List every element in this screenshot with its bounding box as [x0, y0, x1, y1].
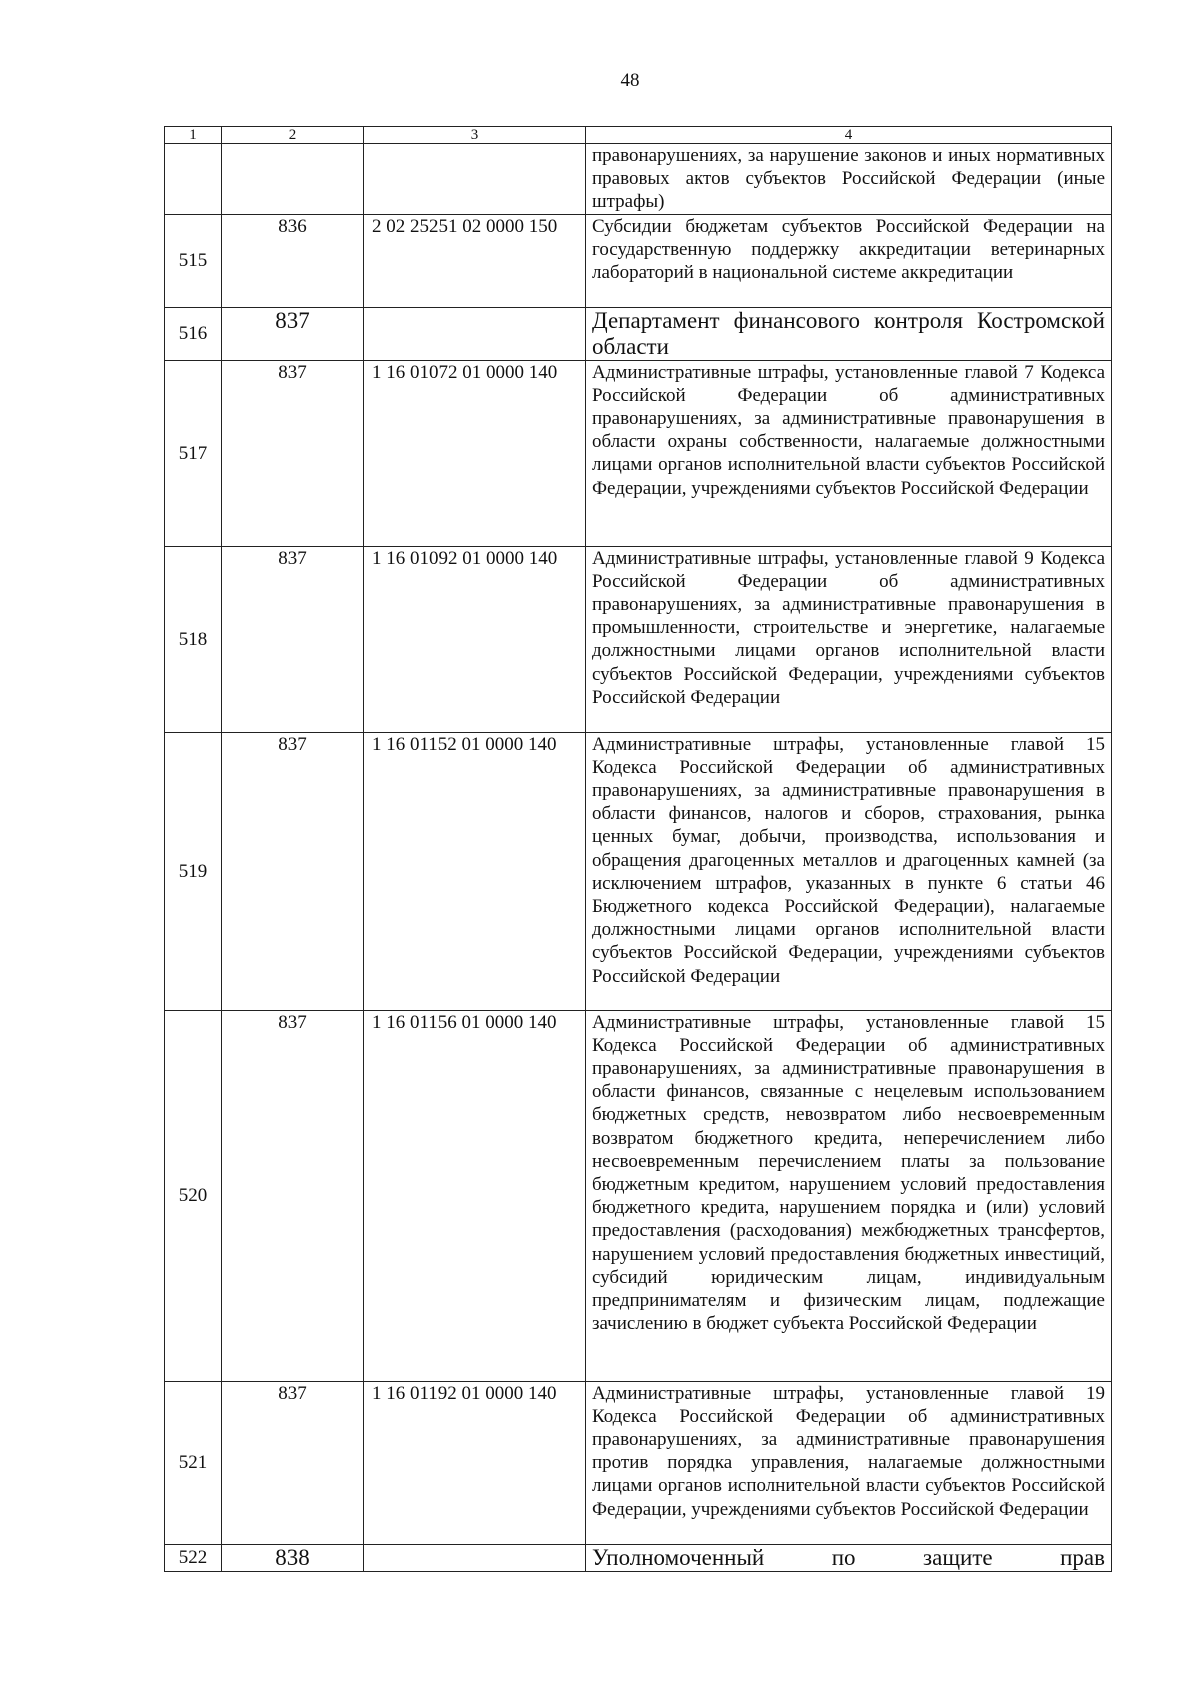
row-name	[586, 214, 1112, 307]
page-number: 48	[620, 70, 640, 91]
row-name-text: Административные штрафы, установленные главой 15 Кодекса Российской Федерации об административных правонарушениях, за административные правонарушения в области финансов, связанные с нецелевым использованием бюджетных средств, невозвратом либо несвоевременным возвратом бюджетного кредита, неперечислением либо несвоевременным перечислением платы за пользование бюджетным кредитом, нарушением условий предоставления бюджетного кредита, нарушением порядка и (или) условий предоставления (расходования) межбюджетных трансфертов, нарушением условий предоставления бюджетных инвестиций, субсидий юридическим лицам, индивидуальным предпринимателям и физическим лицам, подлежащие зачислению в бюджет субъекта Российской Федерации	[592, 1011, 1105, 1335]
row-number: 516	[165, 307, 222, 360]
row-name	[586, 1544, 1112, 1571]
row-number	[165, 144, 222, 215]
row-admin-code: 837	[222, 546, 364, 732]
row-number: 517	[165, 360, 222, 546]
row-name-text: Субсидии бюджетам субъектов Российской Федерации на государственную поддержку аккредитации ветеринарных лабораторий в национальной системе аккредитации	[592, 215, 1105, 284]
header-col-2: 2	[222, 127, 364, 144]
row-budget-code: 1 16 01072 01 0000 140	[364, 360, 586, 546]
row-admin-code	[222, 144, 364, 215]
table-row	[165, 732, 1112, 1010]
row-admin-code: 837	[222, 732, 364, 1010]
row-name-text: Административные штрафы, установленные главой 15 Кодекса Российской Федерации об административных правонарушениях, за административные правонарушения в области финансов, налогов и сборов, страхования, рынка ценных бумаг, добычи, производства, использования и обращения драгоценных металлов и драгоценных камней (за исключением штрафов, указанных в пункте 6 статьи 46 Бюджетного кодекса Российской Федерации), налагаемые должностными лицами органов исполнительной власти субъектов Российской Федерации, учреждениями субъектов Российской Федерации	[592, 733, 1105, 987]
row-budget-code: 1 16 01092 01 0000 140	[364, 546, 586, 732]
row-number: 522	[165, 1544, 222, 1571]
row-number: 519	[165, 732, 222, 1010]
table-row	[165, 360, 1112, 546]
row-name	[586, 360, 1112, 546]
row-name	[586, 307, 1112, 360]
row-name-text: Уполномоченный по защите прав	[592, 1544, 1105, 1570]
row-budget-code: 1 16 01152 01 0000 140	[364, 732, 586, 1010]
table-row	[165, 214, 1112, 307]
table-row	[165, 307, 1112, 360]
row-admin-code: 837	[222, 360, 364, 546]
table-row	[165, 1544, 1112, 1571]
row-number: 521	[165, 1381, 222, 1544]
row-name	[586, 546, 1112, 732]
header-col-4: 4	[586, 127, 1112, 144]
row-name	[586, 1381, 1112, 1544]
row-budget-code: 1 16 01192 01 0000 140	[364, 1381, 586, 1544]
header-col-3: 3	[364, 127, 586, 144]
row-budget-code: 1 16 01156 01 0000 140	[364, 1010, 586, 1381]
row-budget-code	[364, 307, 586, 360]
table-row	[165, 144, 1112, 215]
table-header-row	[165, 127, 1112, 144]
row-budget-code	[364, 1544, 586, 1571]
row-admin-code: 837	[222, 1010, 364, 1381]
row-name-text: правонарушениях, за нарушение законов и иных нормативных правовых актов субъектов Российской Федерации (иные штрафы)	[592, 145, 1105, 213]
row-admin-code: 837	[222, 1381, 364, 1544]
row-admin-code: 837	[222, 307, 364, 360]
budget-classification-table	[164, 126, 1112, 1572]
row-name	[586, 144, 1112, 215]
row-name-text: Административные штрафы, установленные главой 9 Кодекса Российской Федерации об административных правонарушениях, за административные правонарушения в промышленности, строительстве и энергетике, налагаемые должностными лицами органов исполнительной власти субъектов Российской Федерации, учреждениями субъектов Российской Федерации	[592, 547, 1105, 708]
header-col-1: 1	[165, 127, 222, 144]
row-name	[586, 732, 1112, 1010]
row-budget-code: 2 02 25251 02 0000 150	[364, 214, 586, 307]
row-name-text: Департамент финансового контроля Костромской области	[592, 307, 1105, 359]
row-number: 518	[165, 546, 222, 732]
row-budget-code	[364, 144, 586, 215]
row-admin-code: 838	[222, 1544, 364, 1571]
row-number: 515	[165, 214, 222, 307]
row-number: 520	[165, 1010, 222, 1381]
row-admin-code: 836	[222, 214, 364, 307]
table-row	[165, 546, 1112, 732]
row-name-text: Административные штрафы, установленные главой 7 Кодекса Российской Федерации об административных правонарушениях, за административные правонарушения в области охраны собственности, налагаемые должностными лицами органов исполнительной власти субъектов Российской Федерации, учреждениями субъектов Российской Федерации	[592, 361, 1105, 499]
table-row	[165, 1381, 1112, 1544]
row-name-text: Административные штрафы, установленные главой 19 Кодекса Российской Федерации об административных правонарушениях, за административные правонарушения против порядка управления, налагаемые должностными лицами органов исполнительной власти субъектов Российской Федерации, учреждениями субъектов Российской Федерации	[592, 1382, 1105, 1520]
row-name	[586, 1010, 1112, 1381]
table-row	[165, 1010, 1112, 1381]
